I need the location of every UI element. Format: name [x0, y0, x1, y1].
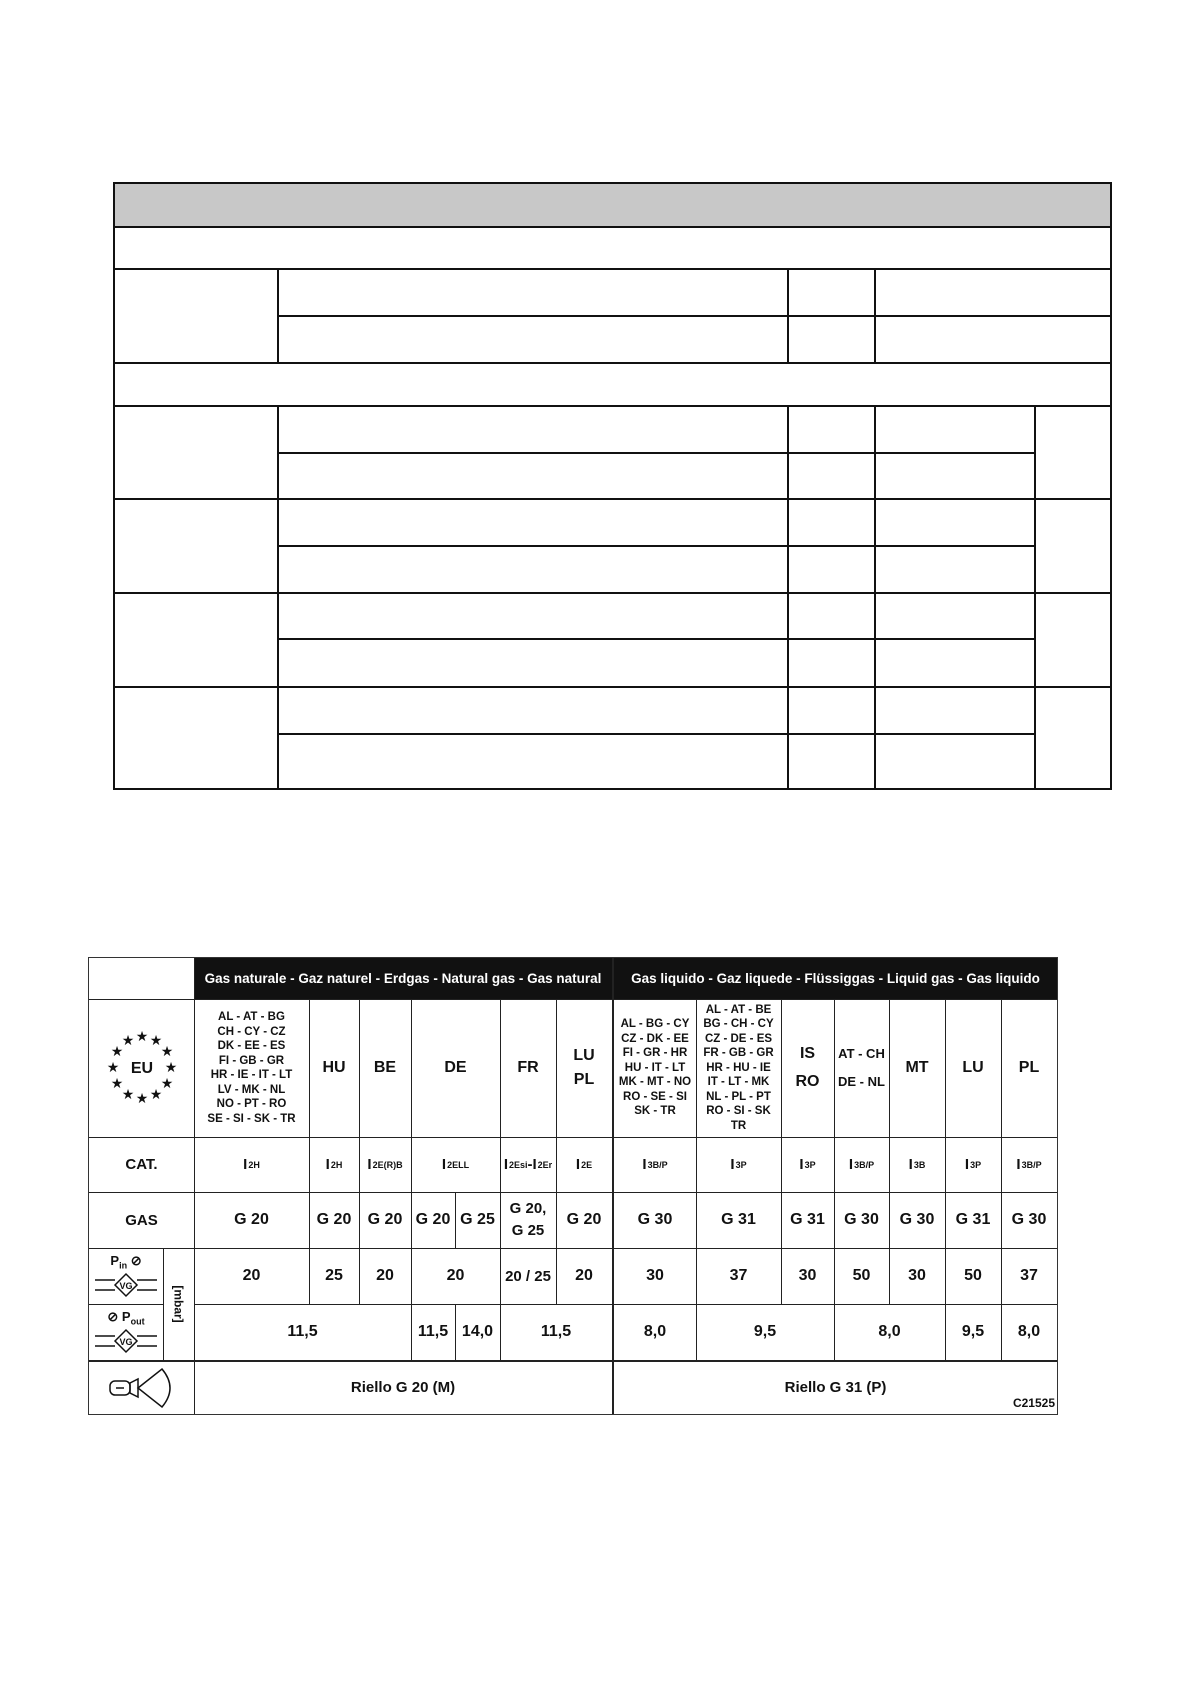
country-lu-pl: LU PL: [573, 1047, 595, 1088]
pressure-in-value: 30: [646, 1267, 664, 1284]
country-lu: LU: [962, 1059, 984, 1076]
category-cell: I 2E: [575, 1156, 593, 1173]
category-cell: I 2ELL: [441, 1156, 470, 1173]
gas-cell: G 30: [637, 1211, 673, 1228]
pressure-out-symbol: ⊘ $P_{out}$ VG: [89, 1304, 163, 1360]
gas-cell: G 31: [790, 1211, 825, 1228]
category-cell: I 3B/P: [642, 1156, 668, 1173]
pressure-in-value: 30: [908, 1267, 926, 1284]
gas-cell: G 20, G 25: [509, 1200, 547, 1239]
svg-text:★: ★: [160, 1076, 173, 1092]
country-be: BE: [373, 1059, 397, 1076]
lpg-country-list-2: AL - AT - BE BG - CH - CY CZ - DE - ES FR - GB - GR HR - HU - IE IT - LT - MK NL - PL - PT RO - SI - SK TR: [703, 1003, 774, 1132]
country-pl: PL: [1018, 1059, 1040, 1076]
svg-text:★: ★: [110, 1044, 123, 1060]
svg-text:★: ★: [106, 1060, 119, 1076]
gas-cell: G 30: [899, 1211, 935, 1228]
table-header-band: [115, 184, 1110, 227]
pressure-out-value: 9,5: [753, 1323, 777, 1340]
pressure-out-value: 11,5: [287, 1323, 318, 1340]
gas-valve-icon: [93, 1272, 159, 1298]
pressure-in-value: 20: [242, 1267, 261, 1284]
svg-text:★: ★: [121, 1087, 134, 1103]
gas-category-label: [88, 957, 1058, 1415]
gas-cell: G 30: [844, 1211, 879, 1228]
pressure-in-value: 20: [446, 1267, 465, 1284]
gas-cell: G 25: [460, 1211, 495, 1228]
pressure-in-value: 50: [852, 1267, 871, 1284]
nozzle-icon: [102, 1365, 182, 1409]
category-cell: I 2H: [243, 1156, 260, 1173]
svg-text:★: ★: [164, 1060, 177, 1076]
pressure-in-value: 30: [798, 1267, 817, 1284]
pressure-in-symbol: $P_{in}$ ⊘ VG: [89, 1248, 163, 1304]
country-mt: MT: [905, 1059, 929, 1076]
gas-cell: G 20: [234, 1211, 269, 1228]
pressure-out-value: 8,0: [643, 1323, 667, 1340]
natural-gas-header: Gas naturale - Gaz naturel - Erdgas - Natural gas - Gas natural: [194, 958, 612, 999]
liquid-gas-header: Gas liquido - Gaz liquede - Flüssiggas - Liquid gas - Gas liquido: [614, 958, 1057, 999]
country-at-ch-de-nl: AT - CH DE - NL: [838, 1046, 885, 1089]
svg-text:★: ★: [149, 1087, 162, 1103]
pressure-in-value: 50: [964, 1267, 982, 1284]
gauge-icon: ⊘: [107, 1308, 119, 1324]
pressure-out-value: 11,5: [540, 1323, 572, 1340]
category-cell: I 3P: [964, 1156, 982, 1173]
svg-text:★: ★: [121, 1033, 134, 1049]
gas-cell: G 30: [1011, 1211, 1047, 1228]
gauge-icon: ⊘: [130, 1252, 142, 1268]
pressure-in-value: 20 / 25: [505, 1267, 551, 1285]
category-cell: I 3B/P: [848, 1156, 875, 1173]
unit-label: [163, 1248, 194, 1360]
svg-text:★: ★: [135, 1029, 148, 1045]
pressure-out-value: 11,5: [417, 1323, 449, 1340]
category-cell: I 3B: [908, 1156, 926, 1173]
gas-valve-icon: [93, 1328, 159, 1354]
pressure-out-value: 9,5: [961, 1323, 985, 1340]
pressure-in-value: 25: [325, 1267, 343, 1284]
lpg-country-list-1: AL - BG - CY CZ - DK - EE FI - GR - HR HU - IT - LT MK - MT - NO RO - SE - SI SK - TR: [618, 1018, 692, 1118]
svg-text:★: ★: [135, 1091, 148, 1107]
gas-row-label: GAS: [125, 1211, 158, 1229]
country-de: DE: [444, 1059, 467, 1076]
cat-row-label: CAT.: [125, 1156, 158, 1173]
category-cell: I 3B/P: [1016, 1156, 1042, 1173]
gas-cell: G 31: [721, 1211, 756, 1228]
eu-stars-icon: [97, 1023, 187, 1113]
country-fr: FR: [517, 1059, 539, 1076]
pressure-out-value: 8,0: [878, 1323, 901, 1340]
pressure-in-value: 20: [575, 1267, 593, 1284]
eu-country-list: AL - AT - BG CH - CY - CZ DK - EE - ES FI - GB - GR HR - IE - IT - LT LV - MK - NL NO - PT - RO SE - SI - SK - TR: [207, 1011, 296, 1125]
category-cell: I 3P: [730, 1156, 747, 1173]
nozzle-natural-gas: Riello G 20 (M): [350, 1378, 456, 1396]
gas-cell: G 20: [316, 1211, 352, 1228]
category-cell: I 2H: [325, 1156, 343, 1173]
gas-cell: G 20: [566, 1211, 602, 1228]
pressure-in-value: 37: [1020, 1267, 1038, 1284]
specification-table: [113, 182, 1112, 790]
svg-text:★: ★: [110, 1076, 123, 1092]
category-cell: I 3P: [799, 1156, 816, 1173]
eu-logo: [89, 999, 194, 1137]
pressure-in-value: 37: [729, 1267, 748, 1284]
drawing-code: C21525: [1012, 1396, 1055, 1410]
nozzle-symbol: [89, 1360, 194, 1414]
pressure-out-value: 14,0: [461, 1323, 494, 1340]
svg-text:VG: VG: [119, 1337, 133, 1348]
category-cell: I 2E(R)B: [367, 1156, 403, 1173]
eu-logo-text: EU: [130, 1060, 153, 1077]
pressure-in-value: 20: [376, 1267, 394, 1284]
gas-cell: G 20: [415, 1211, 451, 1228]
gas-cell: G 31: [955, 1211, 991, 1228]
pressure-out-value: 8,0: [1017, 1323, 1041, 1340]
category-cell: I 2Esi -I 2Er: [503, 1156, 553, 1173]
country-is-ro: IS RO: [795, 1045, 820, 1090]
gas-cell: G 20: [367, 1211, 403, 1228]
svg-text:★: ★: [149, 1033, 162, 1049]
svg-text:VG: VG: [119, 1281, 133, 1292]
country-hu: HU: [322, 1059, 346, 1076]
unit-text: [mbar]: [171, 1285, 186, 1323]
nozzle-liquid-gas: Riello G 31 (P): [784, 1378, 887, 1396]
svg-text:★: ★: [160, 1044, 173, 1060]
